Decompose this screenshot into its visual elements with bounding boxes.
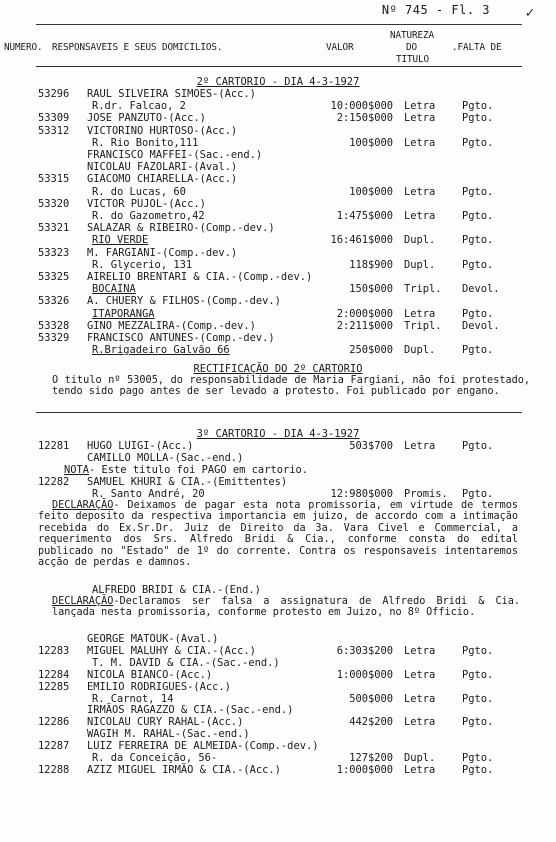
entry-number: 12284 — [38, 668, 70, 681]
entry-name: FRANCISCO MAFFEI-(Sac.-end.) — [87, 149, 263, 161]
entry-name: GINO MEZZALIRA-(Comp.-dev.) — [87, 319, 256, 332]
entry-value: 100$000 — [349, 136, 393, 149]
table-row — [0, 259, 556, 271]
entry-value: 12:980$000 — [330, 488, 393, 500]
entry-value: 500$000 — [349, 692, 393, 705]
table-row — [0, 247, 556, 259]
entry-nature: Tripl. — [404, 283, 442, 296]
entry-value: 1:000$000 — [336, 668, 393, 681]
col-natureza-2: DO — [406, 42, 417, 53]
entry-nature: Letra — [404, 440, 436, 452]
declaration-1-sign-line — [0, 584, 556, 596]
entry-number: 53315 — [38, 173, 70, 186]
entry-nature: Dupl. — [404, 344, 436, 357]
entry-falta: Pgto. — [462, 234, 494, 247]
entry-falta: Pgto. — [462, 258, 494, 271]
table-row — [0, 137, 556, 149]
table-row — [0, 283, 556, 295]
rectification-text: O titulo nº 53005, do responsabilidade de Maria Fargiani, não foi protestado, tendo sido pago antes de ser levado a protesto. Foi publicado por engano. — [52, 375, 530, 398]
table-row — [0, 681, 556, 693]
entry-nature: Letra — [404, 644, 436, 657]
entry-number: 53312 — [38, 124, 70, 137]
table-row — [0, 88, 556, 100]
entry-name: NICOLAU CURY RAHAL-(Acc.) — [87, 716, 244, 729]
rectification-title: RECTIFICAÇÃO DO 2º CARTORIO — [193, 363, 363, 375]
entry-name: NICOLA BIANCO-(Acc.) — [87, 668, 213, 681]
nota-text: - Este titulo foi PAGO em cartorio. — [89, 464, 308, 476]
entry-name: GEORGE MATOUK-(Aval.) — [87, 633, 219, 645]
table-row — [0, 645, 556, 657]
entry-value: 2:150$000 — [336, 112, 393, 125]
entry-number: 53323 — [38, 246, 70, 259]
entry-nature: Letra — [404, 692, 436, 705]
entry-nature: Letra — [404, 668, 436, 681]
nota-line — [0, 464, 556, 476]
col-natureza-3: TITULO — [396, 54, 429, 65]
entry-name: ITAPORANGA — [92, 307, 155, 320]
nota-label: NOTA — [64, 464, 90, 476]
table-row — [0, 633, 556, 645]
entry-nature: Letra — [404, 716, 436, 729]
entry-falta: Pgto. — [462, 136, 494, 149]
entry-falta: Pgto. — [462, 716, 494, 729]
entry-name: VICTOR PUJOL-(Acc.) — [87, 197, 206, 210]
entry-name: R.Brigadeiro Galvão 66 — [92, 344, 230, 357]
table-row — [0, 295, 556, 307]
declaration-1-label: DECLARAÇÃO — [52, 500, 114, 511]
entry-name: R. do Lucas, 60 — [92, 185, 186, 198]
entry-nature: Letra — [404, 100, 436, 113]
entry-falta: Pgto. — [462, 210, 494, 222]
entry-name: R. Santo André, 20 — [92, 488, 205, 500]
entry-falta: Pgto. — [462, 440, 494, 452]
entry-falta: Pgto. — [462, 752, 494, 764]
table-row — [0, 657, 556, 669]
entry-name: RIO VERDE — [92, 234, 149, 247]
entry-name: GIACOMO CHIARELLA-(Acc.) — [87, 173, 238, 186]
table-row — [0, 728, 556, 740]
table-row — [0, 308, 556, 320]
entry-nature: Letra — [404, 112, 436, 125]
entry-name: A. CHUERY & FILHOS-(Comp.-dev.) — [87, 295, 281, 308]
entry-value: 118$900 — [349, 258, 393, 271]
entry-value: 442$200 — [349, 716, 393, 729]
entry-name: R.dr. Falcao, 2 — [92, 100, 186, 113]
table-row — [0, 740, 556, 752]
entry-nature: Promis. — [404, 488, 448, 500]
entry-nature: Tripl. — [404, 319, 442, 332]
declaration-1 — [38, 500, 518, 568]
entry-name: WAGIH M. RAHAL-(Sac.-end.) — [87, 728, 250, 741]
entry-nature: Dupl. — [404, 234, 436, 247]
table-row — [0, 476, 556, 488]
entry-name: JOSE PANZUTO-(Acc.) — [87, 112, 206, 125]
table-row — [0, 716, 556, 728]
declaration-2-label: DECLARAÇÃO — [52, 596, 114, 607]
entry-value: 127$200 — [349, 752, 393, 764]
entry-falta: Pgto. — [462, 488, 494, 500]
entry-name: HUGO LUIGI-(Acc.) — [87, 440, 194, 452]
table-row — [0, 112, 556, 124]
entry-number: 12282 — [38, 476, 70, 488]
col-numero: NUMERO. — [4, 42, 43, 53]
entry-name: SAMUEL KHURI & CIA.-(Emittentes) — [87, 476, 288, 488]
entry-value: 16:461$000 — [330, 234, 393, 247]
entry-falta: Pgto. — [462, 344, 494, 357]
section-3-title: 3º CARTORIO - DIA 4-3-1927 — [196, 428, 360, 440]
table-row — [0, 161, 556, 173]
entry-name: FRANCISCO ANTUNES-(Comp.-dev.) — [87, 332, 275, 344]
entry-name: R. Carnot, 14 — [92, 692, 174, 705]
entry-number: 12287 — [38, 740, 70, 753]
col-responsaveis: RESPONSAVEIS E SEUS DOMICILIOS. — [52, 42, 223, 53]
entry-name: CAMILLO MOLLA-(Sac.-end.) — [87, 452, 244, 464]
table-row — [0, 704, 556, 716]
table-row — [0, 100, 556, 112]
table-row — [0, 669, 556, 681]
entry-name: SALAZAR & RIBEIRO-(Comp.-dev.) — [87, 222, 275, 235]
table-row — [0, 234, 556, 246]
entry-name: R. da Conceição, 56- — [92, 752, 218, 764]
entry-falta: Pgto. — [462, 100, 494, 113]
entry-value: 100$000 — [349, 185, 393, 198]
section-rule — [36, 412, 522, 413]
entry-number: 53328 — [38, 319, 70, 332]
entry-name: BOCAINA — [92, 283, 136, 296]
entry-name: IRMÃOS RAGAZZO & CIA.-(Sac.-end.) — [87, 704, 294, 717]
table-row — [0, 186, 556, 198]
entry-name: M. FARGIANI-(Comp.-dev.) — [87, 246, 238, 259]
entry-number: 53329 — [38, 332, 70, 344]
entry-nature: Letra — [404, 763, 436, 776]
entry-falta: Pgto. — [462, 692, 494, 705]
table-row — [0, 210, 556, 222]
entry-number: 53326 — [38, 295, 70, 308]
entry-falta: Devol. — [462, 319, 500, 332]
table-row — [0, 198, 556, 210]
entry-falta: Pgto. — [462, 763, 494, 776]
entry-name: LUIZ FERREIRA DE ALMEIDA-(Comp.-dev.) — [87, 740, 319, 753]
entry-name: VICTORINO HURTOSO-(Acc.) — [87, 124, 238, 137]
entry-number: 53296 — [38, 88, 70, 100]
entry-falta: Pgto. — [462, 668, 494, 681]
entry-number: 12288 — [38, 763, 70, 776]
table-row — [0, 764, 556, 776]
table-row — [0, 488, 556, 500]
entry-value: 2:000$000 — [336, 307, 393, 320]
col-natureza-1: NATUREZA — [390, 30, 434, 41]
table-row — [0, 440, 556, 452]
entry-nature: Letra — [404, 185, 436, 198]
entry-falta: Pgto. — [462, 307, 494, 320]
table-row — [0, 693, 556, 705]
entry-number: 53309 — [38, 112, 70, 125]
page-number: Nº 745 - Fl. 3 — [381, 3, 490, 17]
entry-name: NICOLAU FAZOLARI-(Aval.) — [87, 161, 238, 174]
entry-nature: Dupl. — [404, 752, 436, 764]
section-2-title: 2º CARTORIO - DIA 4-3-1927 — [196, 76, 360, 88]
entry-value: 1:475$000 — [336, 210, 393, 222]
table-row — [0, 332, 556, 344]
entry-falta: Pgto. — [462, 644, 494, 657]
table-row — [0, 452, 556, 464]
entry-number: 12286 — [38, 716, 70, 729]
entry-value: 1:000$000 — [336, 763, 393, 776]
entry-number: 53321 — [38, 222, 70, 235]
col-falta: .FALTA DE — [452, 42, 502, 53]
header-rule — [36, 66, 522, 67]
table-row — [0, 222, 556, 234]
corner-mark: ✓ — [525, 5, 534, 21]
entry-nature: Letra — [404, 136, 436, 149]
table-row — [0, 320, 556, 332]
table-row — [0, 344, 556, 356]
entry-name: R. Glycerio, 131 — [92, 258, 193, 271]
entry-falta: Pgto. — [462, 112, 494, 125]
col-valor: VALOR — [326, 42, 354, 53]
declaration-2 — [52, 596, 520, 619]
entry-value: 6:303$200 — [336, 644, 393, 657]
entry-number: 12285 — [38, 680, 70, 693]
entry-value: 2:211$000 — [336, 319, 393, 332]
table-row — [0, 125, 556, 137]
entry-name: T. M. DAVID & CIA.-(Sac.-end.) — [92, 656, 280, 669]
entry-nature: Letra — [404, 210, 436, 222]
entry-number: 12281 — [38, 440, 70, 452]
entry-name: RAUL SILVEIRA SIMOES-(Acc.) — [87, 88, 256, 100]
top-rule — [36, 24, 522, 25]
table-row — [0, 149, 556, 161]
entry-value: 250$000 — [349, 344, 393, 357]
table-row — [0, 173, 556, 185]
entry-number: 53325 — [38, 271, 70, 283]
table-row — [0, 271, 556, 283]
entry-name: R. do Gazometro,42 — [92, 210, 205, 222]
entry-falta: Devol. — [462, 283, 500, 296]
entry-value: 10:000$000 — [330, 100, 393, 113]
entry-name: AZIZ MIGUEL IRMÃO & CIA.-(Acc.) — [87, 763, 281, 776]
entry-name: MIGUEL MALUHY & CIA.-(Acc.) — [87, 644, 256, 657]
entry-number: 12283 — [38, 644, 70, 657]
entry-nature: Dupl. — [404, 258, 436, 271]
entry-number: 53320 — [38, 197, 70, 210]
declaration-1-text: - Deixamos de pagar esta nota promissoria, em virtude de termos feito deposito da respectiva importancia em juizo, de accordo com a intimação recebida do Ex.Sr.Dr. Juiz de Direito da 3a. Vara Civel e Commercial, a requerimento dos Srs. Alfredo Bridi & Cia., conforme consta do edital publicado no "Estado" de 1º do corrente. Contra os responsaveis intentaremos acção de perdas e damnos. — [38, 500, 518, 569]
entry-falta: Pgto. — [462, 185, 494, 198]
entry-name: AIRELIO BRENTARI & CIA.-(Comp.-dev.) — [87, 271, 313, 283]
entry-nature: Letra — [404, 307, 436, 320]
entry-name: R. Rio Bonito,111 — [92, 136, 199, 149]
declaration-2-text: -Declaramos ser falsa a assignatura de Alfredo Bridi & Cia. lançada nesta promissoria, conforme protesto em Juizo, no 8º Officio. — [52, 596, 520, 619]
declaration-1-sign: ALFREDO BRIDI & CIA.-(End.) — [92, 584, 261, 596]
table-row — [0, 752, 556, 764]
entry-value: 503$700 — [349, 440, 393, 452]
entry-value: 150$000 — [349, 283, 393, 296]
entry-name: EMILIO RODRIGUES-(Acc.) — [87, 680, 231, 693]
